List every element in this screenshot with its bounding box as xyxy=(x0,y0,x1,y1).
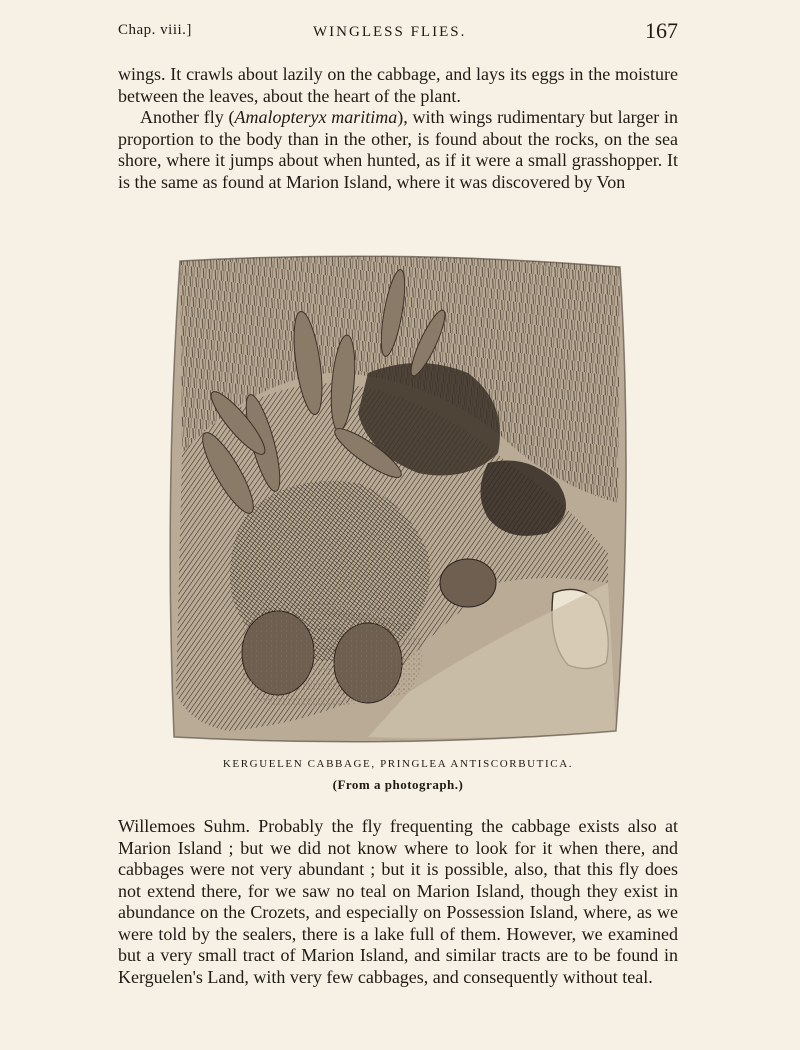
kerguelen-cabbage-engraving xyxy=(168,253,631,746)
text-block-bottom xyxy=(118,816,678,988)
figure-credit: (From a photograph.) xyxy=(332,777,464,792)
engraving-illustration xyxy=(168,253,631,746)
paragraph-willemoes: Willemoes Suhm. Probably the fly frequenting the cabbage exists also at Marion Island ; but we did not know where to look for it when there, and cabbages were not very abundant ; but it is possible, also, that this fly does not extend there, for we saw no teal on Marion Island, though they exist in abundance on the Crozets, and especially on Possession Island, where, as we were told by the sealers, there is a lake full of them. However, we examined but a very small tract of Marion Island, and similar tracts are to be found in Kerguelen's Land, with very few cabbages, and consequently without teal. xyxy=(118,816,678,987)
paragraph-text-rest: ), with wings rudimentary but larger in proportion to the body than in the other, is found about the rocks, on the sea shore, where it jumps about when hunted, as if it were a small grasshopper. It is the same as found at Marion Island, where it was discovered by Von xyxy=(118,107,678,192)
running-head xyxy=(118,18,678,48)
text-block-top xyxy=(118,64,678,193)
foreground-stipple xyxy=(240,603,423,706)
page-number: 167 xyxy=(645,18,678,43)
paragraph-continued: wings. It crawls about lazily on the cabbage, and lays its eggs in the moisture between the leaves, about the heart of the plant. xyxy=(118,64,678,106)
chapter-reference: Chap. viii.] xyxy=(118,22,192,38)
paragraph-text-start: Another fly ( xyxy=(140,107,235,127)
running-title: WINGLESS FLIES. xyxy=(313,24,467,40)
figure-caption: KERGUELEN CABBAGE, PRINGLEA ANTISCORBUTICA. xyxy=(222,758,574,770)
species-name: Amalopteryx maritima xyxy=(234,107,398,127)
paragraph-amalopteryx xyxy=(118,107,678,193)
